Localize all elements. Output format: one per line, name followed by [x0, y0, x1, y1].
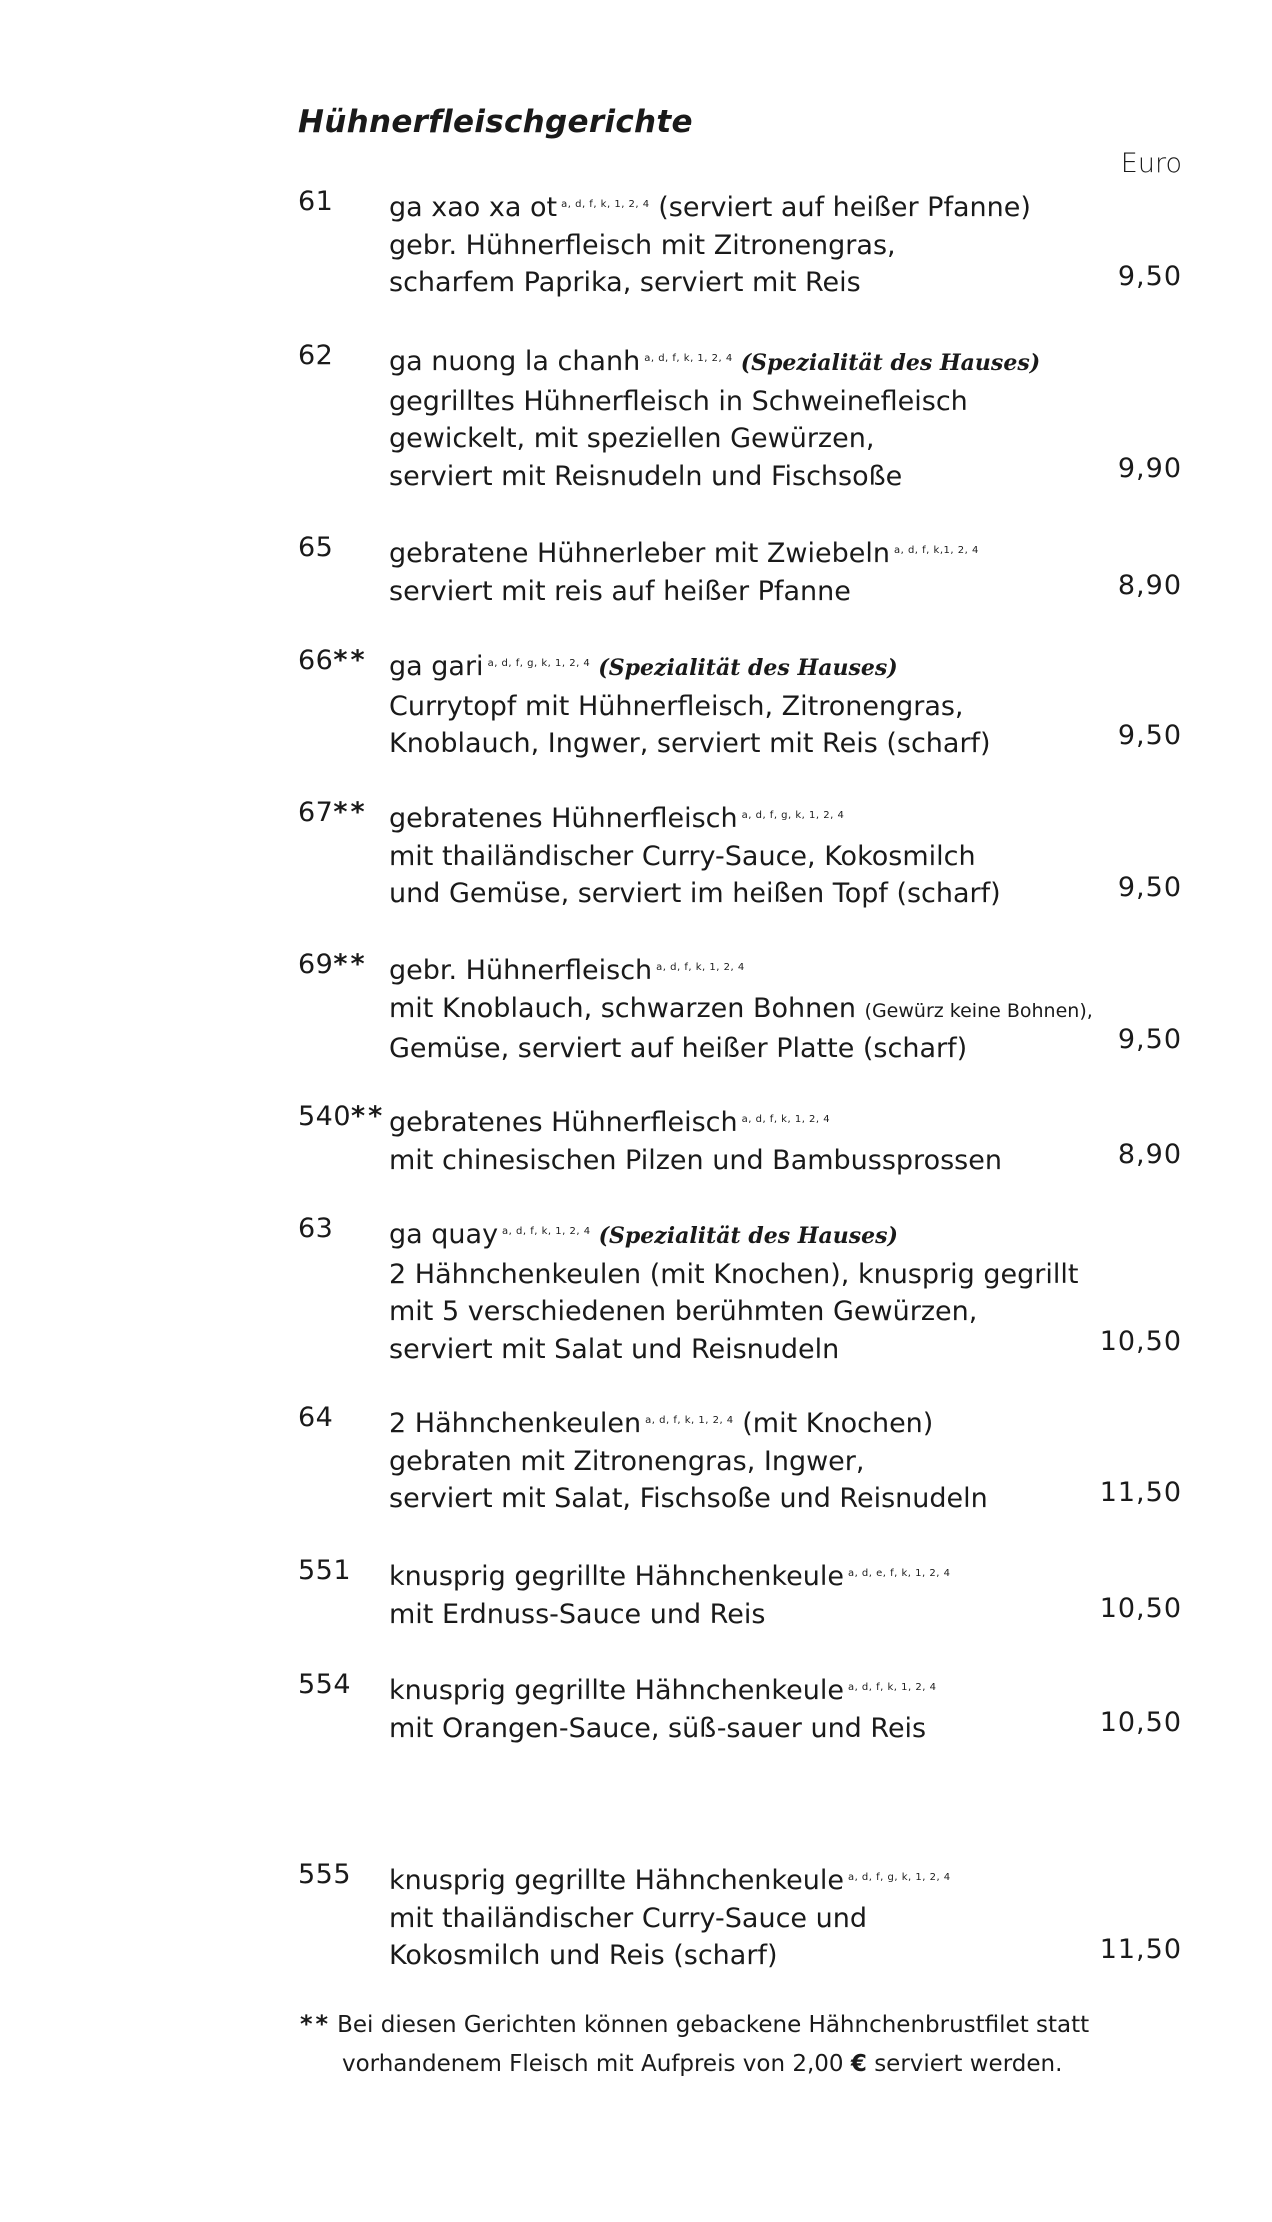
item-description-line	[389, 725, 1129, 763]
item-title-line	[389, 645, 1129, 688]
footnote-line2	[300, 2045, 1160, 2084]
item-name: ga quay	[389, 1219, 499, 1250]
item-price: 9,50	[1117, 261, 1182, 292]
item-number-value: 67	[298, 797, 334, 828]
item-allergens: a, d, f, k,1, 2, 4	[893, 545, 979, 556]
item-stars: **	[333, 949, 368, 980]
item-price: 11,50	[1099, 1934, 1182, 1965]
item-allergens: a, d, f, g, k, 1, 2, 4	[847, 1872, 951, 1883]
item-description-line	[389, 573, 1129, 611]
item-description-line	[389, 1710, 1129, 1748]
item-description-text: 2 Hähnchenkeulen (mit Knochen), knusprig gegrillt	[389, 1258, 1079, 1290]
item-number	[298, 645, 368, 676]
item-number-value: 69	[298, 949, 334, 980]
item-allergens: a, d, f, g, k, 1, 2, 4	[741, 810, 845, 821]
item-description	[389, 1669, 1129, 1747]
footnote-stars: **	[300, 2010, 332, 2038]
item-allergens: a, d, e, f, k, 1, 2, 4	[847, 1568, 951, 1579]
item-description-text: mit thailändischer Curry-Sauce und	[389, 1902, 867, 1934]
item-description	[389, 1402, 1129, 1518]
item-description-text: und Gemüse, serviert im heißen Topf (scharf)	[389, 878, 1001, 909]
item-number-value: 61	[298, 186, 334, 217]
item-allergens: a, d, f, k, 1, 2, 4	[561, 199, 650, 210]
item-title-line	[389, 797, 1129, 838]
item-description-line	[389, 1142, 1129, 1180]
item-description-line	[389, 1480, 1129, 1518]
item-price: 10,50	[1099, 1592, 1182, 1624]
page-title: Hühnerfleischgerichte	[298, 104, 693, 140]
item-number	[298, 1555, 351, 1586]
item-description-text: gegrilltes Hühnerfleisch in Schweinefleisch	[389, 385, 968, 417]
footnote-line2-before: vorhandenem Fleisch mit Aufpreis von 2,00	[342, 2051, 844, 2077]
item-stars: **	[333, 645, 368, 676]
item-description-line	[389, 688, 1129, 726]
item-description-text: gebraten mit Zitronengras, Ingwer,	[389, 1445, 865, 1477]
item-number	[298, 797, 368, 828]
item-number	[298, 1402, 333, 1433]
item-number	[298, 1669, 351, 1700]
item-number	[298, 186, 333, 217]
item-number-value: 66	[298, 645, 334, 676]
item-price: 10,50	[1099, 1706, 1182, 1738]
item-number-value: 65	[298, 532, 334, 563]
item-name: knusprig gegrillte Hähnchenkeule	[389, 1675, 844, 1706]
item-price: 9,50	[1117, 1024, 1182, 1055]
item-suffix: (serviert auf heißer Pfanne)	[658, 192, 1031, 223]
item-description-line	[389, 875, 1129, 913]
item-title-line	[389, 340, 1129, 383]
item-number	[298, 340, 333, 371]
item-title-line	[389, 1555, 1129, 1596]
item-description	[389, 1859, 1129, 1975]
item-description	[389, 949, 1129, 1068]
item-title-line	[389, 1859, 1129, 1900]
item-number	[298, 532, 333, 563]
item-description-text: Currytopf mit Hühnerfleisch, Zitronengras,	[389, 690, 964, 722]
item-allergens: a, d, f, k, 1, 2, 4	[644, 353, 733, 364]
item-description	[389, 797, 1129, 913]
item-description-line	[389, 1900, 1129, 1938]
item-description-text: Kokosmilch und Reis (scharf)	[389, 1940, 778, 1971]
item-price: 8,90	[1117, 1138, 1182, 1170]
item-number-value: 63	[298, 1213, 334, 1244]
item-name: ga nuong la chanh	[389, 346, 641, 377]
footnote	[300, 2005, 1160, 2084]
item-description-text: mit Orangen-Sauce, süß-sauer und Reis	[389, 1712, 927, 1744]
item-title-line	[389, 1402, 1129, 1443]
item-description-line	[389, 227, 1129, 265]
item-description-text: serviert mit Salat, Fischsoße und Reisnudeln	[389, 1483, 988, 1514]
item-number-value: 555	[298, 1859, 352, 1890]
item-description	[389, 340, 1129, 495]
item-price: 9,50	[1117, 872, 1182, 903]
item-note: (Gewürz keine Bohnen),	[864, 999, 1093, 1022]
item-description-text: mit 5 verschiedenen berühmten Gewürzen,	[389, 1296, 978, 1327]
item-title-line	[389, 186, 1129, 227]
item-name: gebratenes Hühnerfleisch	[389, 803, 738, 834]
item-description-text: scharfem Paprika, serviert mit Reis	[389, 267, 861, 298]
item-description-line	[389, 420, 1129, 458]
item-allergens: a, d, f, k, 1, 2, 4	[645, 1415, 734, 1426]
item-title-line	[389, 1669, 1129, 1710]
item-name: 2 Hähnchenkeulen	[389, 1408, 642, 1439]
item-description	[389, 1101, 1129, 1179]
euro-sign: €	[850, 2051, 867, 2077]
item-title-line	[389, 532, 1129, 573]
item-name: gebratene Hühnerleber mit Zwiebeln	[389, 538, 890, 569]
item-name: knusprig gegrillte Hähnchenkeule	[389, 1561, 844, 1592]
item-number	[298, 1101, 385, 1132]
item-name: gebratenes Hühnerfleisch	[389, 1107, 738, 1138]
item-name: ga gari	[389, 651, 484, 682]
item-description-text: serviert mit Salat und Reisnudeln	[389, 1333, 840, 1365]
currency-label: Euro	[1120, 148, 1182, 179]
item-description-text: mit Erdnuss-Sauce und Reis	[389, 1598, 766, 1630]
item-description-line	[389, 838, 1129, 876]
item-description	[389, 1555, 1129, 1633]
specialty-tag: (Spezialität des Hauses)	[598, 1223, 898, 1249]
specialty-tag: (Spezialität des Hauses)	[740, 350, 1041, 376]
item-description	[389, 532, 1129, 610]
item-price: 11,50	[1099, 1477, 1182, 1508]
item-description-text: mit thailändischer Curry-Sauce, Kokosmilch	[389, 840, 976, 872]
item-price: 10,50	[1099, 1325, 1182, 1357]
item-price: 9,50	[1117, 720, 1182, 751]
item-allergens: a, d, f, k, 1, 2, 4	[847, 1682, 937, 1693]
item-allergens: a, d, f, k, 1, 2, 4	[502, 1226, 591, 1237]
item-description-text: serviert mit Reisnudeln und Fischsoße	[389, 460, 903, 492]
item-title-line	[389, 1101, 1129, 1142]
item-price: 8,90	[1117, 569, 1182, 601]
item-description	[389, 186, 1129, 302]
item-number-value: 551	[298, 1555, 352, 1586]
item-name: gebr. Hühnerfleisch	[389, 955, 653, 986]
item-price: 9,90	[1117, 452, 1182, 484]
item-description-line	[389, 1937, 1129, 1975]
item-description-text: gebr. Hühnerfleisch mit Zitronengras,	[389, 229, 896, 261]
item-allergens: a, d, f, g, k, 1, 2, 4	[487, 658, 591, 669]
item-description-text: mit chinesischen Pilzen und Bambussprossen	[389, 1144, 1002, 1176]
footnote-line1: Bei diesen Gerichten können gebackene Hähnchenbrustfilet statt	[337, 2012, 1090, 2038]
item-number-value: 540	[298, 1101, 352, 1132]
item-name: knusprig gegrillte Hähnchenkeule	[389, 1865, 844, 1896]
item-number-value: 554	[298, 1669, 352, 1700]
item-title-line	[389, 949, 1129, 990]
item-name: ga xao xa ot	[389, 192, 558, 223]
item-description-text: mit Knoblauch, schwarzen Bohnen	[389, 992, 856, 1024]
item-stars: **	[351, 1101, 386, 1132]
item-description-text: Gemüse, serviert auf heißer Platte (scharf)	[389, 1033, 968, 1064]
item-description	[389, 1213, 1129, 1368]
item-description-text: Knoblauch, Ingwer, serviert mit Reis (scharf)	[389, 728, 991, 759]
item-title-line	[389, 1213, 1129, 1256]
item-number	[298, 1859, 351, 1890]
item-stars: **	[333, 797, 368, 828]
item-suffix: (mit Knochen)	[742, 1408, 934, 1439]
item-allergens: a, d, f, k, 1, 2, 4	[741, 1114, 831, 1125]
item-description	[389, 645, 1129, 763]
item-allergens: a, d, f, k, 1, 2, 4	[656, 962, 745, 973]
item-description-line	[389, 1030, 1129, 1068]
item-description-line	[389, 1293, 1129, 1331]
item-description-line	[389, 1443, 1129, 1481]
item-number-value: 62	[298, 340, 334, 371]
item-number	[298, 1213, 333, 1244]
item-description-line	[389, 264, 1129, 302]
footnote-line2-after: serviert werden.	[874, 2051, 1063, 2077]
item-description-text: serviert mit reis auf heißer Pfanne	[389, 575, 851, 607]
item-number-value: 64	[298, 1402, 334, 1433]
item-description-line	[389, 458, 1129, 496]
item-description-line	[389, 1256, 1129, 1294]
item-description-text: gewickelt, mit speziellen Gewürzen,	[389, 423, 875, 454]
item-description-line	[389, 1331, 1129, 1369]
item-description-line	[389, 1596, 1129, 1634]
specialty-tag: (Spezialität des Hauses)	[598, 655, 898, 681]
item-number	[298, 949, 368, 980]
item-description-line	[389, 383, 1129, 421]
item-description-line	[389, 990, 1129, 1031]
